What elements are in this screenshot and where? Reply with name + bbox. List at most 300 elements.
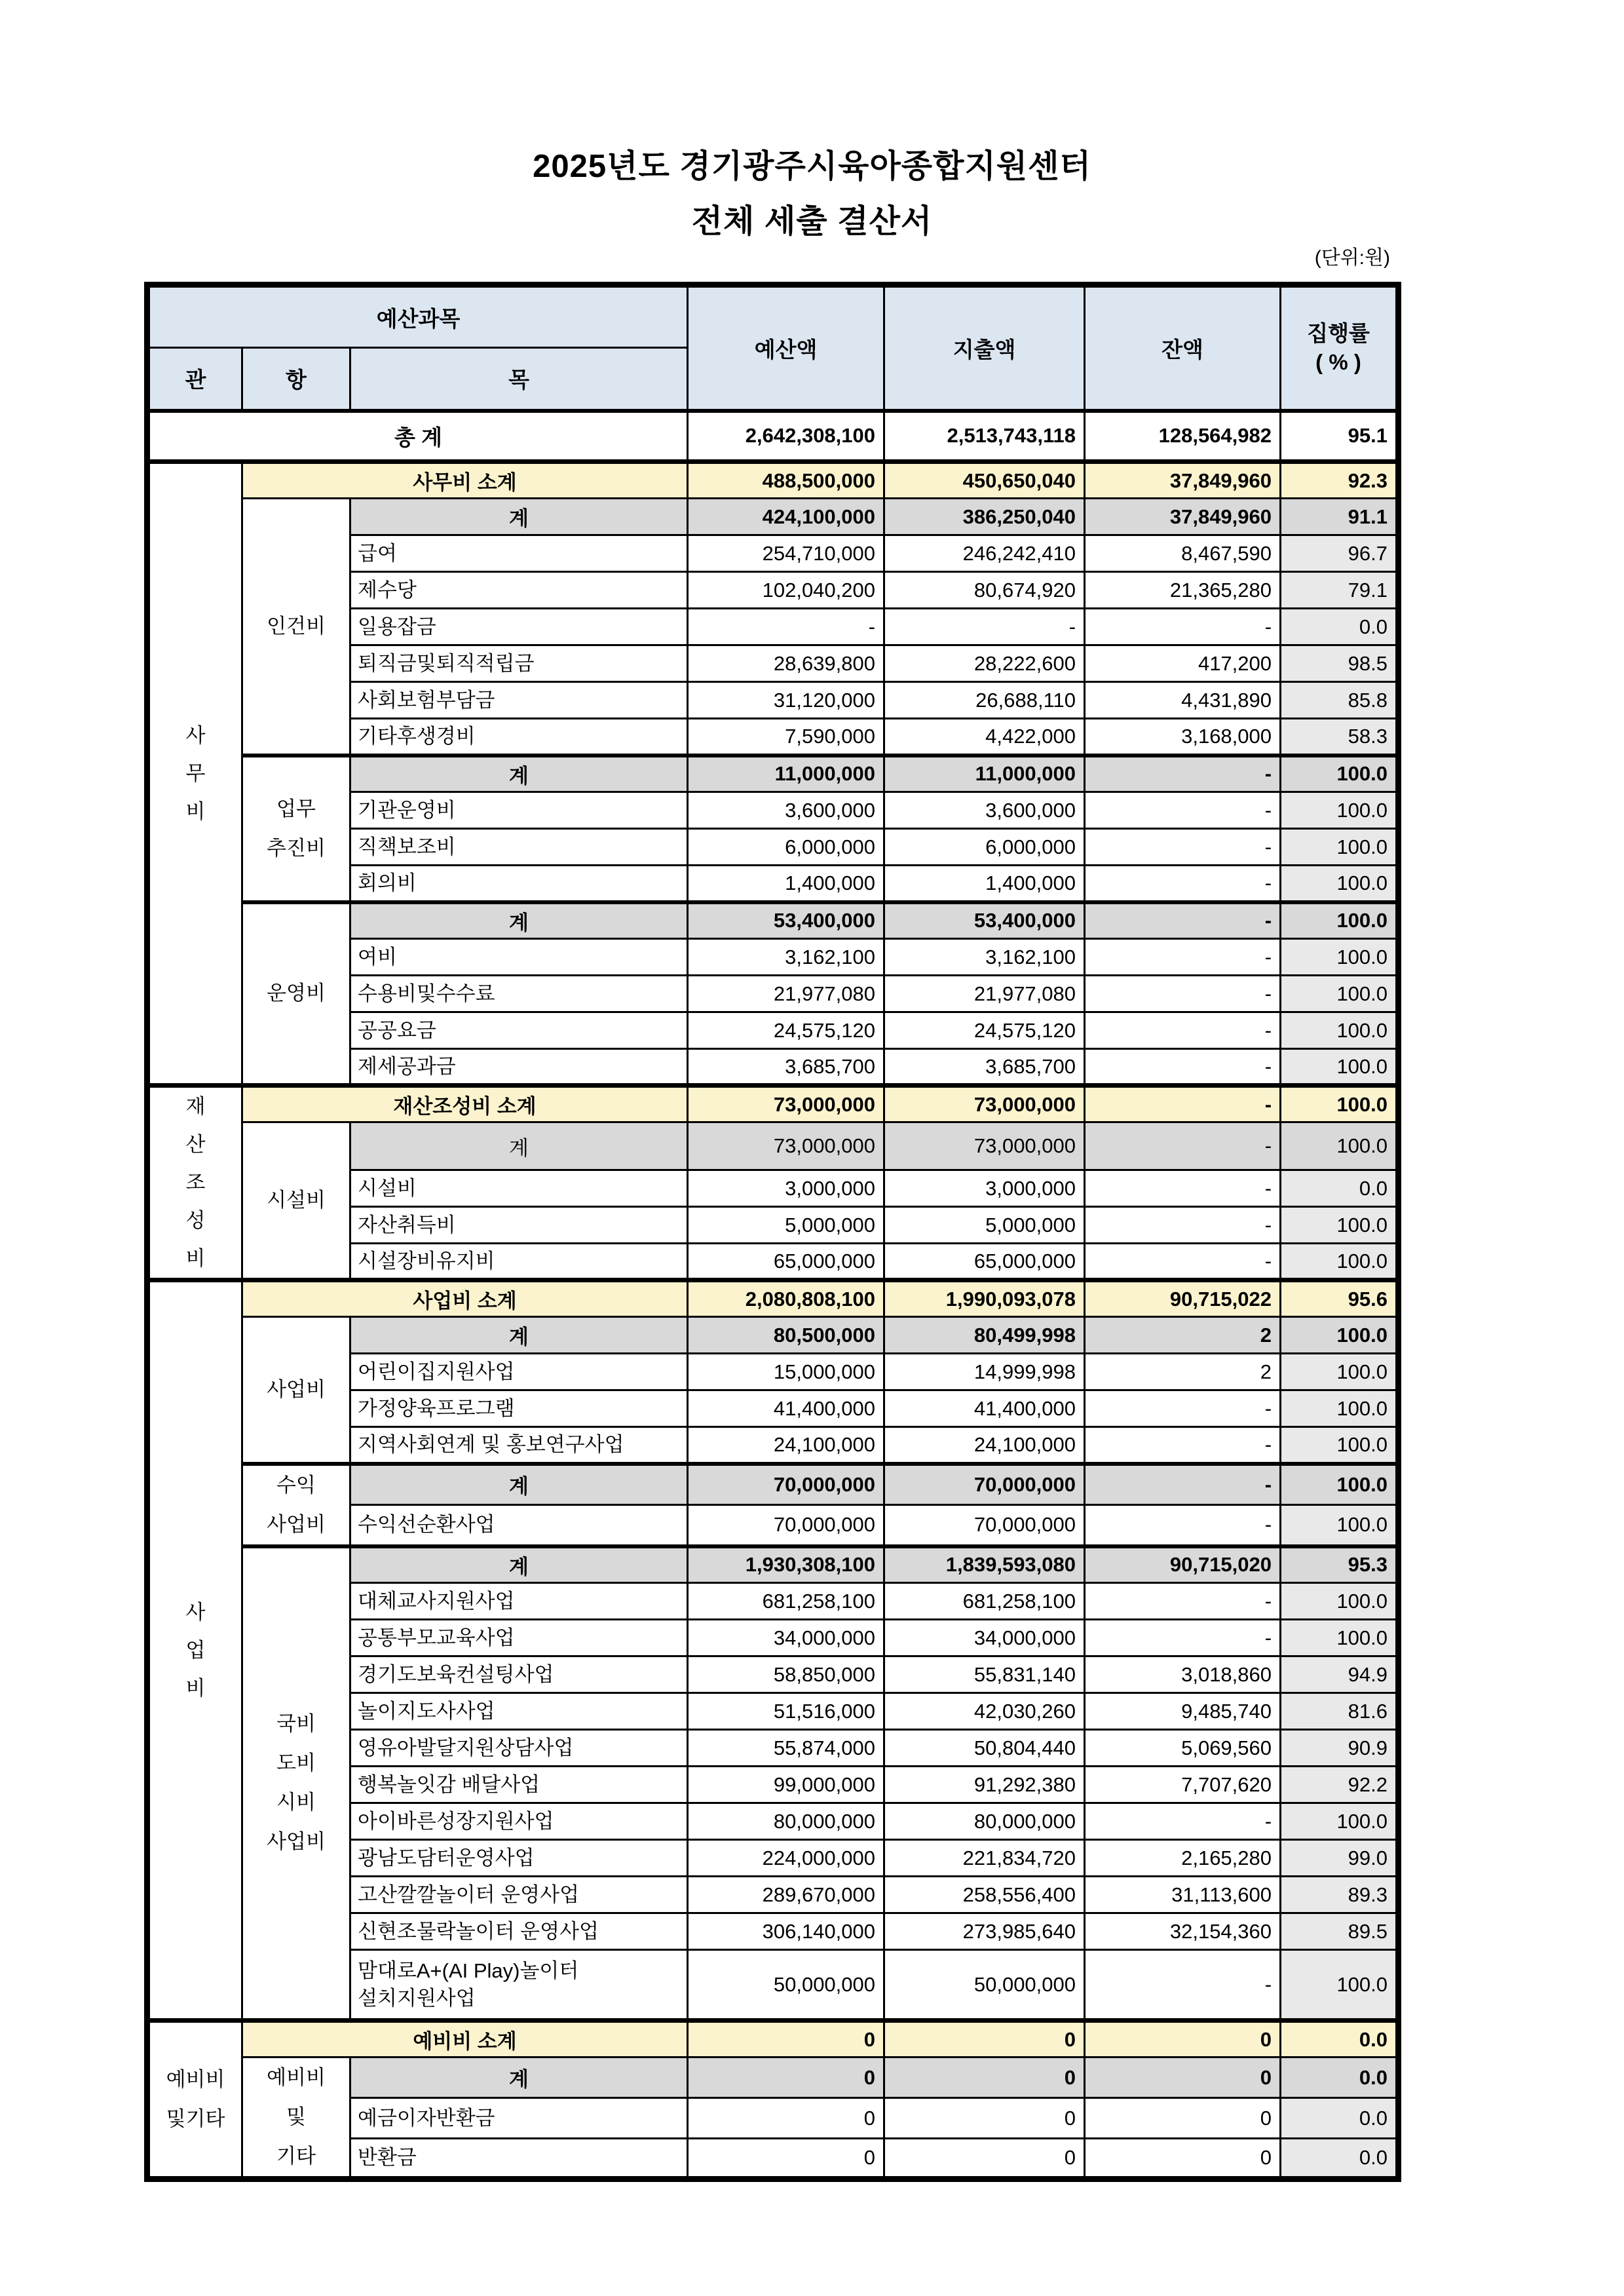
item-label: 공공요금 xyxy=(350,1012,688,1049)
merged-cell-label-line: 비 xyxy=(185,1247,206,1270)
merged-cell-label-line: 국비 xyxy=(276,1712,316,1736)
merged-cell-label-line: 업 xyxy=(185,1638,206,1662)
group-total-label: 계 xyxy=(350,2057,688,2098)
merged-cell-label-line: 재 xyxy=(185,1095,206,1118)
table-row xyxy=(147,1546,1399,1583)
item-label: 영유아발달지원상담사업 xyxy=(350,1730,688,1767)
value-balance: - xyxy=(1085,1244,1281,1280)
hang-category-cell xyxy=(242,1464,350,1546)
value-expenditure: 2,513,743,118 xyxy=(884,411,1085,462)
value-expenditure: 91,292,380 xyxy=(884,1767,1085,1803)
item-label: 어린이집지원사업 xyxy=(350,1354,688,1390)
value-expenditure: 1,400,000 xyxy=(884,866,1085,902)
value-budget-amount: 289,670,000 xyxy=(688,1877,884,1913)
item-label: 일용잡금 xyxy=(350,609,688,645)
item-label: 수용비및수수료 xyxy=(350,976,688,1012)
value-expenditure: 28,222,600 xyxy=(884,645,1085,682)
item-label: 사회보험부담금 xyxy=(350,682,688,719)
table-row xyxy=(147,1464,1399,1505)
value-execution-rate: 100.0 xyxy=(1281,1086,1399,1122)
table-row xyxy=(147,2057,1399,2098)
header-execution-rate-line1: 집행률 xyxy=(1307,321,1370,346)
value-budget-amount: 73,000,000 xyxy=(688,1086,884,1122)
item-label: 퇴직금및퇴직적립금 xyxy=(350,645,688,682)
item-label: 신현조물락놀이터 운영사업 xyxy=(350,1913,688,1950)
hang-category-cell xyxy=(242,902,350,1086)
value-budget-amount: 6,000,000 xyxy=(688,829,884,866)
value-expenditure: 73,000,000 xyxy=(884,1122,1085,1170)
header-mok: 목 xyxy=(350,348,688,411)
item-label-line2: 설치지원사업 xyxy=(358,1986,476,2010)
value-budget-amount: 681,258,100 xyxy=(688,1583,884,1620)
header-balance: 잔액 xyxy=(1085,285,1281,411)
value-execution-rate: 58.3 xyxy=(1281,719,1399,756)
merged-cell-label-line: 사 xyxy=(185,723,206,747)
value-balance: 3,018,860 xyxy=(1085,1656,1281,1693)
value-expenditure: 3,000,000 xyxy=(884,1170,1085,1207)
merged-cell-label-line: 예비비 xyxy=(166,2068,225,2091)
gwan-category-cell xyxy=(147,2021,242,2179)
value-expenditure: 246,242,410 xyxy=(884,535,1085,572)
table-row xyxy=(147,499,1399,535)
value-budget-amount: 53,400,000 xyxy=(688,902,884,939)
value-budget-amount: 254,710,000 xyxy=(688,535,884,572)
value-budget-amount: 70,000,000 xyxy=(688,1505,884,1546)
value-execution-rate: 100.0 xyxy=(1281,866,1399,902)
value-execution-rate: 100.0 xyxy=(1281,1950,1399,2021)
value-balance: 4,431,890 xyxy=(1085,682,1281,719)
group-total-label: 계 xyxy=(350,1122,688,1170)
value-execution-rate: 99.0 xyxy=(1281,1840,1399,1877)
value-expenditure: 24,100,000 xyxy=(884,1427,1085,1464)
value-balance: - xyxy=(1085,939,1281,976)
group-total-label: 계 xyxy=(350,756,688,792)
value-balance: - xyxy=(1085,1505,1281,1546)
value-execution-rate: 91.1 xyxy=(1281,499,1399,535)
value-budget-amount: 31,120,000 xyxy=(688,682,884,719)
hang-category-cell xyxy=(242,756,350,902)
merged-cell-label-line: 도비 xyxy=(276,1751,316,1775)
value-budget-amount: 2,642,308,100 xyxy=(688,411,884,462)
value-budget-amount: 51,516,000 xyxy=(688,1693,884,1730)
item-label: 지역사회연계 및 홍보연구사업 xyxy=(350,1427,688,1464)
value-expenditure: 70,000,000 xyxy=(884,1505,1085,1546)
header-execution-rate xyxy=(1281,285,1399,411)
value-balance: - xyxy=(1085,1122,1281,1170)
value-budget-amount: 3,685,700 xyxy=(688,1049,884,1086)
item-label: 경기도보육컨설팅사업 xyxy=(350,1656,688,1693)
item-label: 제세공과금 xyxy=(350,1049,688,1086)
item-label: 시설장비유지비 xyxy=(350,1244,688,1280)
value-balance: - xyxy=(1085,1803,1281,1840)
value-balance: 37,849,960 xyxy=(1085,462,1281,499)
value-balance: 3,168,000 xyxy=(1085,719,1281,756)
value-balance: - xyxy=(1085,1086,1281,1122)
item-label: 반환금 xyxy=(350,2139,688,2179)
value-budget-amount: 55,874,000 xyxy=(688,1730,884,1767)
header-budget-category: 예산과목 xyxy=(147,285,688,348)
value-budget-amount: 488,500,000 xyxy=(688,462,884,499)
merged-cell-label-line: 운영비 xyxy=(267,982,326,1005)
value-expenditure: 0 xyxy=(884,2021,1085,2057)
document-title xyxy=(0,139,1624,249)
value-expenditure: 4,422,000 xyxy=(884,719,1085,756)
value-execution-rate: 79.1 xyxy=(1281,572,1399,609)
value-budget-amount: 0 xyxy=(688,2098,884,2139)
header-hang: 항 xyxy=(242,348,350,411)
table-row xyxy=(147,902,1399,939)
value-execution-rate: 100.0 xyxy=(1281,1012,1399,1049)
merged-cell-label-line: 성 xyxy=(185,1209,206,1232)
subtotal-row-label: 사업비 소계 xyxy=(242,1280,688,1317)
value-expenditure: 0 xyxy=(884,2098,1085,2139)
value-balance: - xyxy=(1085,1583,1281,1620)
value-budget-amount: 0 xyxy=(688,2021,884,2057)
value-execution-rate: 100.0 xyxy=(1281,792,1399,829)
value-balance: 417,200 xyxy=(1085,645,1281,682)
item-label: 가정양육프로그램 xyxy=(350,1390,688,1427)
value-budget-amount: 2,080,808,100 xyxy=(688,1280,884,1317)
merged-cell-label-line: 인건비 xyxy=(267,614,326,638)
value-expenditure: 70,000,000 xyxy=(884,1464,1085,1505)
value-balance: - xyxy=(1085,976,1281,1012)
gwan-category-cell xyxy=(147,1086,242,1280)
value-execution-rate: 100.0 xyxy=(1281,829,1399,866)
value-budget-amount: 99,000,000 xyxy=(688,1767,884,1803)
merged-cell-label-line: 사업비 xyxy=(267,1512,326,1536)
value-execution-rate: 100.0 xyxy=(1281,1244,1399,1280)
table-row xyxy=(147,1280,1399,1317)
item-label: 놀이지도사사업 xyxy=(350,1693,688,1730)
value-budget-amount: 102,040,200 xyxy=(688,572,884,609)
value-balance: 21,365,280 xyxy=(1085,572,1281,609)
value-execution-rate: 98.5 xyxy=(1281,645,1399,682)
table-row xyxy=(147,1317,1399,1354)
value-expenditure: 5,000,000 xyxy=(884,1207,1085,1244)
item-label: 광남도담터운영사업 xyxy=(350,1840,688,1877)
value-balance: 128,564,982 xyxy=(1085,411,1281,462)
value-budget-amount: 306,140,000 xyxy=(688,1913,884,1950)
value-expenditure: 273,985,640 xyxy=(884,1913,1085,1950)
value-expenditure: 26,688,110 xyxy=(884,682,1085,719)
value-execution-rate: 100.0 xyxy=(1281,976,1399,1012)
value-balance: - xyxy=(1085,1012,1281,1049)
value-balance: - xyxy=(1085,1464,1281,1505)
subtotal-row-label: 재산조성비 소계 xyxy=(242,1086,688,1122)
value-balance: 0 xyxy=(1085,2057,1281,2098)
value-execution-rate: 100.0 xyxy=(1281,1505,1399,1546)
merged-cell-label-line: 사 xyxy=(185,1600,206,1624)
value-balance: 7,707,620 xyxy=(1085,1767,1281,1803)
value-balance: 8,467,590 xyxy=(1085,535,1281,572)
value-expenditure: 14,999,998 xyxy=(884,1354,1085,1390)
value-execution-rate: 100.0 xyxy=(1281,1583,1399,1620)
value-budget-amount: 34,000,000 xyxy=(688,1620,884,1656)
value-execution-rate: 0.0 xyxy=(1281,2057,1399,2098)
value-budget-amount: 50,000,000 xyxy=(688,1950,884,2021)
value-balance: 90,715,020 xyxy=(1085,1546,1281,1583)
value-execution-rate: 95.1 xyxy=(1281,411,1399,462)
value-balance: - xyxy=(1085,1427,1281,1464)
value-execution-rate: 100.0 xyxy=(1281,1620,1399,1656)
hang-category-cell xyxy=(242,1122,350,1280)
value-balance: 2 xyxy=(1085,1354,1281,1390)
value-budget-amount: 11,000,000 xyxy=(688,756,884,792)
item-label: 행복놀잇감 배달사업 xyxy=(350,1767,688,1803)
value-execution-rate: 0.0 xyxy=(1281,2139,1399,2179)
group-total-label: 계 xyxy=(350,1546,688,1583)
value-balance: 90,715,022 xyxy=(1085,1280,1281,1317)
value-execution-rate: 100.0 xyxy=(1281,1049,1399,1086)
value-execution-rate: 100.0 xyxy=(1281,939,1399,976)
header-execution-rate-line2: ( % ) xyxy=(1315,350,1361,375)
value-execution-rate: 100.0 xyxy=(1281,1803,1399,1840)
total-row-label: 총 계 xyxy=(147,411,688,462)
item-label: 공통부모교육사업 xyxy=(350,1620,688,1656)
value-budget-amount: 5,000,000 xyxy=(688,1207,884,1244)
value-expenditure: 42,030,260 xyxy=(884,1693,1085,1730)
value-execution-rate: 95.3 xyxy=(1281,1546,1399,1583)
value-expenditure: 3,162,100 xyxy=(884,939,1085,976)
header-gwan: 관 xyxy=(147,348,242,411)
merged-cell-label-line: 시비 xyxy=(276,1791,316,1814)
value-balance: - xyxy=(1085,1620,1281,1656)
value-budget-amount: 80,500,000 xyxy=(688,1317,884,1354)
value-execution-rate: 100.0 xyxy=(1281,1354,1399,1390)
value-budget-amount: 28,639,800 xyxy=(688,645,884,682)
value-expenditure: 3,600,000 xyxy=(884,792,1085,829)
value-expenditure: 50,000,000 xyxy=(884,1950,1085,2021)
value-execution-rate: 81.6 xyxy=(1281,1693,1399,1730)
value-budget-amount: 65,000,000 xyxy=(688,1244,884,1280)
header-expenditure: 지출액 xyxy=(884,285,1085,411)
value-expenditure: 50,804,440 xyxy=(884,1730,1085,1767)
value-expenditure: 53,400,000 xyxy=(884,902,1085,939)
header-budget-amount: 예산액 xyxy=(688,285,884,411)
value-budget-amount: 21,977,080 xyxy=(688,976,884,1012)
table-row xyxy=(147,1122,1399,1170)
value-execution-rate: 85.8 xyxy=(1281,682,1399,719)
merged-cell-label-line: 예비비 xyxy=(267,2066,326,2089)
title-line-1: 2025년도 경기광주시육아종합지원센터 xyxy=(533,149,1091,184)
item-label-line1: 맘대로A+(AI Play)놀이터 xyxy=(358,1959,579,1982)
value-execution-rate: 96.7 xyxy=(1281,535,1399,572)
item-label: 직책보조비 xyxy=(350,829,688,866)
value-expenditure: 0 xyxy=(884,2139,1085,2179)
merged-cell-label-line: 추진비 xyxy=(267,836,326,860)
value-budget-amount: 0 xyxy=(688,2139,884,2179)
unit-label: (단위:원) xyxy=(1314,247,1390,269)
table-row xyxy=(147,1086,1399,1122)
value-balance: - xyxy=(1085,756,1281,792)
value-balance: - xyxy=(1085,1049,1281,1086)
item-label: 급여 xyxy=(350,535,688,572)
value-balance: - xyxy=(1085,609,1281,645)
group-total-label: 계 xyxy=(350,1317,688,1354)
value-balance: 37,849,960 xyxy=(1085,499,1281,535)
value-expenditure: 386,250,040 xyxy=(884,499,1085,535)
item-label: 회의비 xyxy=(350,866,688,902)
item-label: 아이바른성장지원사업 xyxy=(350,1803,688,1840)
item-label: 고산깔깔놀이터 운영사업 xyxy=(350,1877,688,1913)
value-expenditure: 24,575,120 xyxy=(884,1012,1085,1049)
value-expenditure: 11,000,000 xyxy=(884,756,1085,792)
value-execution-rate: 100.0 xyxy=(1281,1122,1399,1170)
value-balance: - xyxy=(1085,1390,1281,1427)
value-budget-amount: 58,850,000 xyxy=(688,1656,884,1693)
value-balance: - xyxy=(1085,902,1281,939)
merged-cell-label-line: 및기타 xyxy=(166,2107,225,2130)
merged-cell-label-line: 시설비 xyxy=(267,1189,326,1212)
value-expenditure: 65,000,000 xyxy=(884,1244,1085,1280)
value-balance: 0 xyxy=(1085,2139,1281,2179)
value-budget-amount: 3,600,000 xyxy=(688,792,884,829)
hang-category-cell xyxy=(242,1546,350,2021)
value-budget-amount: 3,000,000 xyxy=(688,1170,884,1207)
value-budget-amount: 24,575,120 xyxy=(688,1012,884,1049)
merged-cell-label-line: 및 xyxy=(286,2105,306,2128)
value-execution-rate: 95.6 xyxy=(1281,1280,1399,1317)
value-execution-rate: 0.0 xyxy=(1281,1170,1399,1207)
value-expenditure: 450,650,040 xyxy=(884,462,1085,499)
merged-cell-label-line: 비 xyxy=(185,1676,206,1700)
merged-cell-label-line: 수익 xyxy=(276,1473,316,1497)
group-total-label: 계 xyxy=(350,1464,688,1505)
value-balance: 9,485,740 xyxy=(1085,1693,1281,1730)
value-budget-amount: 1,400,000 xyxy=(688,866,884,902)
value-execution-rate: 0.0 xyxy=(1281,609,1399,645)
value-budget-amount: 73,000,000 xyxy=(688,1122,884,1170)
merged-cell-label-line: 조 xyxy=(185,1171,206,1194)
value-expenditure: 1,990,093,078 xyxy=(884,1280,1085,1317)
value-balance: - xyxy=(1085,829,1281,866)
value-budget-amount: 224,000,000 xyxy=(688,1840,884,1877)
value-budget-amount: 70,000,000 xyxy=(688,1464,884,1505)
value-expenditure: 73,000,000 xyxy=(884,1086,1085,1122)
value-balance: 5,069,560 xyxy=(1085,1730,1281,1767)
table-row xyxy=(147,411,1399,462)
value-execution-rate: 100.0 xyxy=(1281,1464,1399,1505)
value-execution-rate: 100.0 xyxy=(1281,1207,1399,1244)
group-total-label: 계 xyxy=(350,902,688,939)
value-balance: - xyxy=(1085,1170,1281,1207)
gwan-category-cell xyxy=(147,462,242,1086)
value-expenditure: 55,831,140 xyxy=(884,1656,1085,1693)
value-execution-rate: 90.9 xyxy=(1281,1730,1399,1767)
merged-cell-label-line: 비 xyxy=(185,799,206,823)
item-label: 제수당 xyxy=(350,572,688,609)
value-expenditure: 80,674,920 xyxy=(884,572,1085,609)
value-balance: 2 xyxy=(1085,1317,1281,1354)
value-execution-rate: 94.9 xyxy=(1281,1656,1399,1693)
value-balance: 32,154,360 xyxy=(1085,1913,1281,1950)
value-execution-rate: 0.0 xyxy=(1281,2021,1399,2057)
item-label: 자산취득비 xyxy=(350,1207,688,1244)
value-execution-rate: 100.0 xyxy=(1281,1317,1399,1354)
value-expenditure: 3,685,700 xyxy=(884,1049,1085,1086)
item-label: 대체교사지원사업 xyxy=(350,1583,688,1620)
value-execution-rate: 100.0 xyxy=(1281,756,1399,792)
value-execution-rate: 0.0 xyxy=(1281,2098,1399,2139)
value-budget-amount: - xyxy=(688,609,884,645)
value-execution-rate: 100.0 xyxy=(1281,902,1399,939)
merged-cell-label-line: 사업비 xyxy=(267,1830,326,1854)
value-expenditure: 221,834,720 xyxy=(884,1840,1085,1877)
value-budget-amount: 15,000,000 xyxy=(688,1354,884,1390)
subtotal-row-label: 예비비 소계 xyxy=(242,2021,688,2057)
item-label: 기관운영비 xyxy=(350,792,688,829)
value-expenditure: 258,556,400 xyxy=(884,1877,1085,1913)
value-expenditure: - xyxy=(884,609,1085,645)
table-row xyxy=(147,462,1399,499)
value-expenditure: 80,499,998 xyxy=(884,1317,1085,1354)
group-total-label: 계 xyxy=(350,499,688,535)
value-expenditure: 6,000,000 xyxy=(884,829,1085,866)
item-label xyxy=(350,1950,688,2021)
value-expenditure: 34,000,000 xyxy=(884,1620,1085,1656)
item-label: 수익선순환사업 xyxy=(350,1505,688,1546)
value-expenditure: 1,839,593,080 xyxy=(884,1546,1085,1583)
merged-cell-label-line: 사업비 xyxy=(267,1377,326,1401)
value-balance: 0 xyxy=(1085,2021,1281,2057)
item-label: 여비 xyxy=(350,939,688,976)
value-budget-amount: 424,100,000 xyxy=(688,499,884,535)
value-expenditure: 41,400,000 xyxy=(884,1390,1085,1427)
hang-category-cell xyxy=(242,1317,350,1464)
value-balance: - xyxy=(1085,1207,1281,1244)
merged-cell-label-line: 산 xyxy=(185,1133,206,1156)
value-execution-rate: 100.0 xyxy=(1281,1427,1399,1464)
merged-cell-label-line: 기타 xyxy=(276,2145,316,2168)
value-expenditure: 80,000,000 xyxy=(884,1803,1085,1840)
value-expenditure: 21,977,080 xyxy=(884,976,1085,1012)
budget-settlement-table xyxy=(144,282,1401,2182)
value-balance: 31,113,600 xyxy=(1085,1877,1281,1913)
title-line-2: 전체 세출 결산서 xyxy=(691,204,933,239)
value-balance: 2,165,280 xyxy=(1085,1840,1281,1877)
value-budget-amount: 80,000,000 xyxy=(688,1803,884,1840)
merged-cell-label-line: 무 xyxy=(185,761,206,785)
value-balance: 0 xyxy=(1085,2098,1281,2139)
value-execution-rate: 92.3 xyxy=(1281,462,1399,499)
value-expenditure: 681,258,100 xyxy=(884,1583,1085,1620)
merged-cell-label-line: 업무 xyxy=(276,797,316,820)
value-execution-rate: 100.0 xyxy=(1281,1390,1399,1427)
subtotal-row-label: 사무비 소계 xyxy=(242,462,688,499)
value-execution-rate: 89.5 xyxy=(1281,1913,1399,1950)
gwan-category-cell xyxy=(147,1280,242,2021)
value-balance: - xyxy=(1085,792,1281,829)
value-budget-amount: 3,162,100 xyxy=(688,939,884,976)
value-budget-amount: 7,590,000 xyxy=(688,719,884,756)
value-balance: - xyxy=(1085,866,1281,902)
value-budget-amount: 24,100,000 xyxy=(688,1427,884,1464)
value-expenditure: 0 xyxy=(884,2057,1085,2098)
item-label: 시설비 xyxy=(350,1170,688,1207)
value-balance: - xyxy=(1085,1950,1281,2021)
value-execution-rate: 92.2 xyxy=(1281,1767,1399,1803)
hang-category-cell xyxy=(242,499,350,756)
value-execution-rate: 89.3 xyxy=(1281,1877,1399,1913)
value-budget-amount: 41,400,000 xyxy=(688,1390,884,1427)
table-row xyxy=(147,2021,1399,2057)
table-row xyxy=(147,756,1399,792)
item-label: 예금이자반환금 xyxy=(350,2098,688,2139)
item-label: 기타후생경비 xyxy=(350,719,688,756)
value-budget-amount: 0 xyxy=(688,2057,884,2098)
value-budget-amount: 1,930,308,100 xyxy=(688,1546,884,1583)
hang-category-cell xyxy=(242,2057,350,2179)
